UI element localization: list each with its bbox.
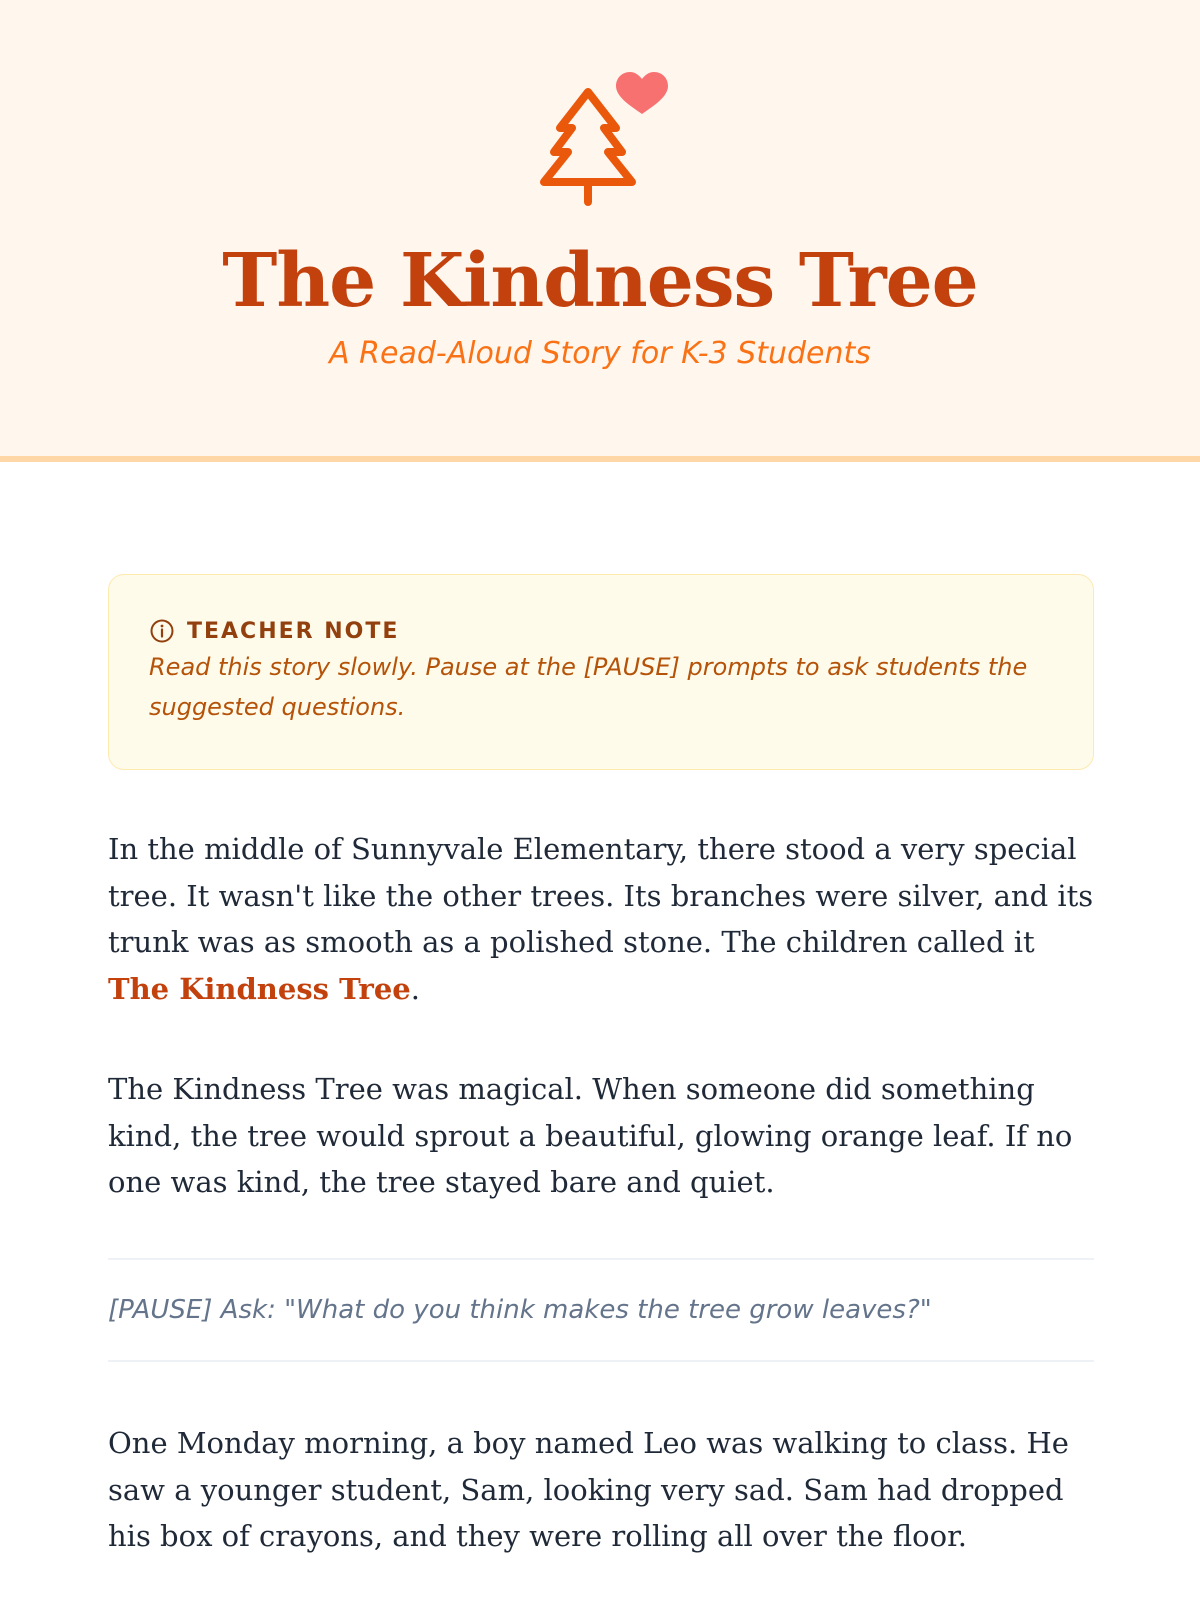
story-paragraph-1-end: . — [410, 971, 420, 1006]
pause-prompt-text: [PAUSE] Ask: "What do you think makes the tree grow leaves?" — [108, 1295, 932, 1325]
teacher-note-header — [149, 617, 399, 645]
teacher-note-label: TEACHER NOTE — [187, 618, 400, 644]
story-paragraph-2: The Kindness Tree was magical. When someone did something kind, the tree would sprout a beautiful, glowing orange leaf. If no one was kind, the tree stayed bare and quiet. — [108, 1072, 1073, 1199]
page-subtitle: A Read-Aloud Story for K-3 Students — [329, 336, 871, 371]
story-highlight-tree-name: The Kindness Tree — [108, 971, 411, 1006]
teacher-note — [108, 574, 1094, 770]
story-paragraph-1-text: In the middle of Sunnyvale Elementary, there stood a very special tree. It wasn't like the other trees. Its branches were silver, and its trunk was as smooth as a polished stone. The children called it — [108, 832, 1094, 959]
story-paragraph-3: One Monday morning, a boy named Leo was walking to class. He saw a younger student, Sam, looking very sad. Sam had dropped his box of crayons, and they were rolling all over the floor. — [108, 1426, 1069, 1553]
story-paragraph-1 — [108, 826, 1098, 1012]
page-title: The Kindness Tree — [222, 238, 978, 324]
pause-prompt — [108, 1258, 1094, 1362]
teacher-note-text: Read this story slowly. Pause at the [PAUSE] prompts to ask students the suggested questions. — [149, 653, 1028, 721]
info-circle-icon — [149, 618, 175, 644]
story-header — [0, 0, 1200, 462]
tree-with-heart-icon — [538, 70, 678, 210]
